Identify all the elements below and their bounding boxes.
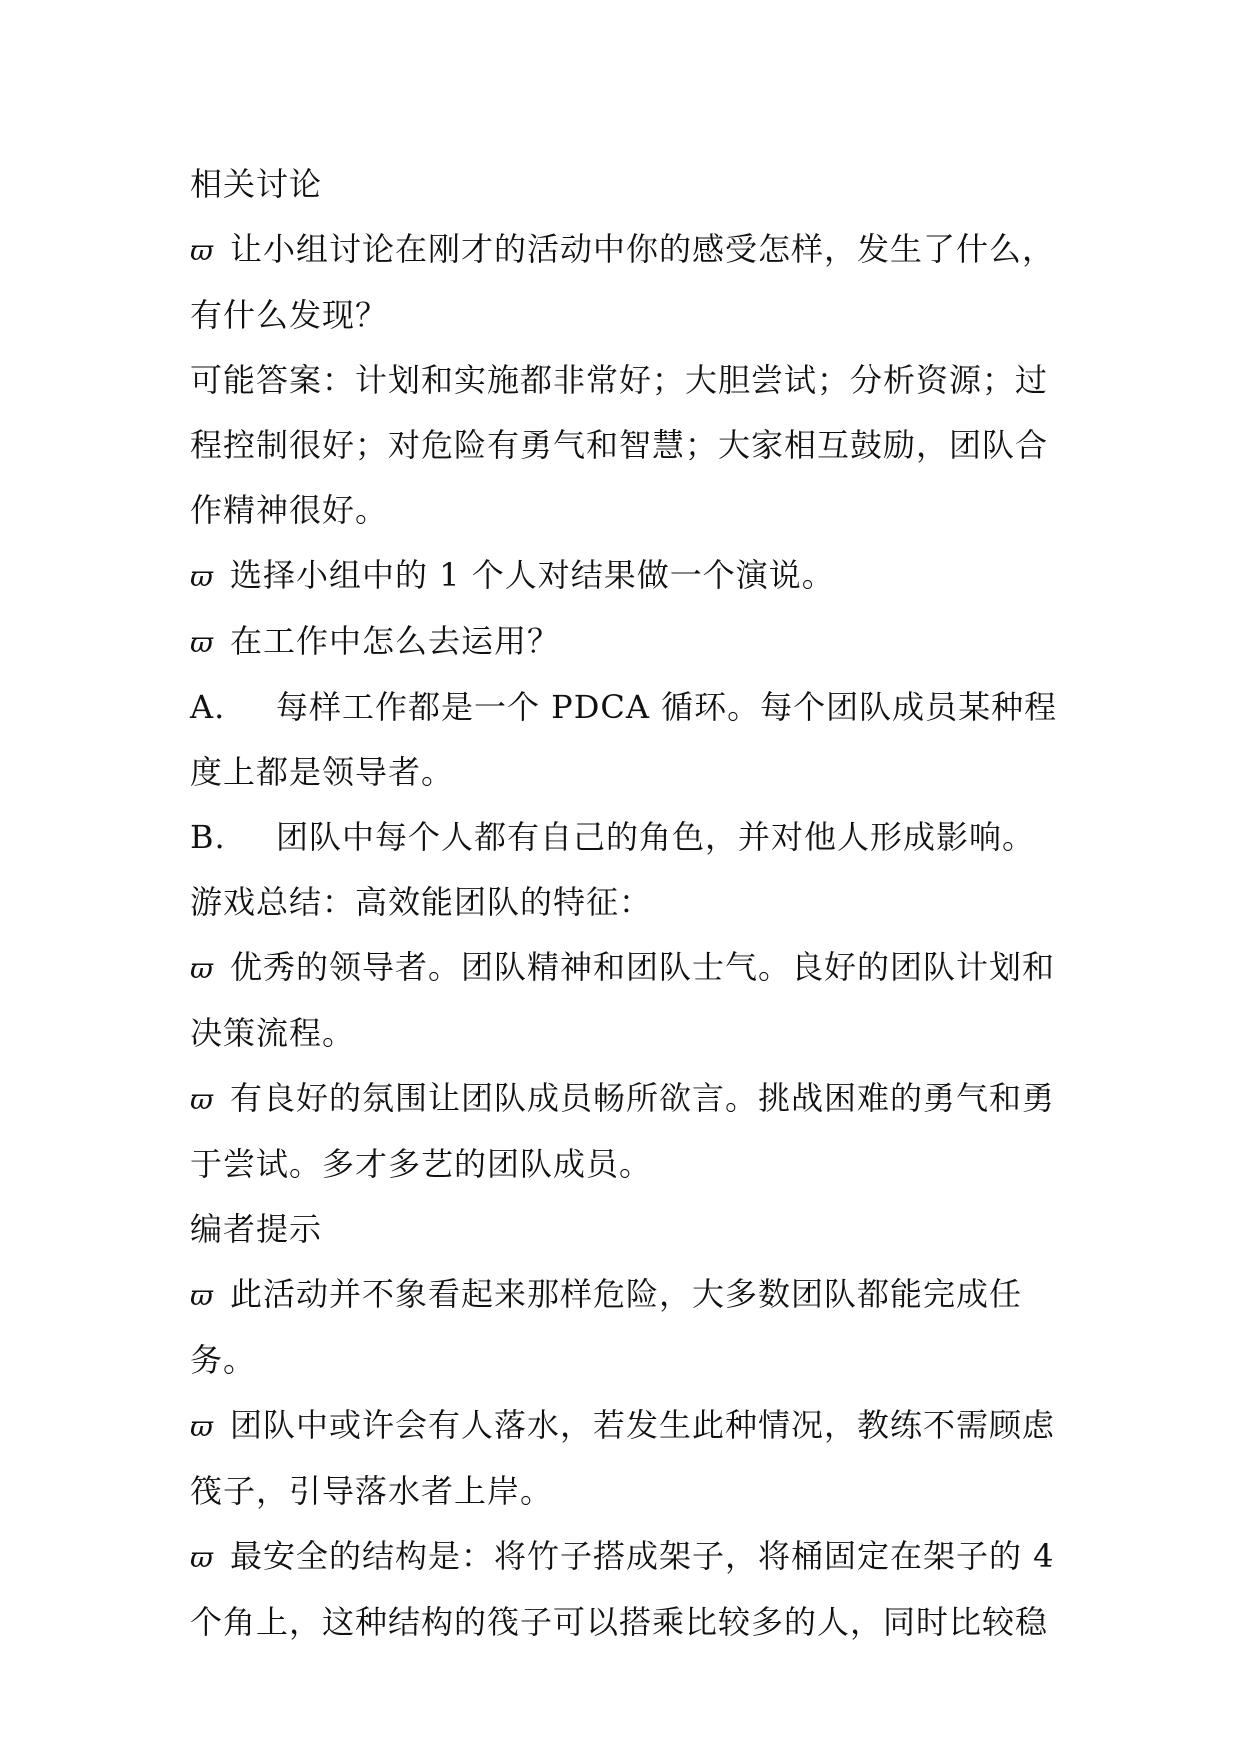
- editor-heading: [190, 1197, 1070, 1262]
- heading-discussion: [190, 152, 1070, 217]
- bullet-structure-line-2: 个角上，这种结构的筏子可以搭乘比较多的人，同时比较稳: [190, 1603, 1049, 1641]
- list-item-a: [190, 675, 1070, 740]
- bullet-icon: ϖ: [190, 560, 214, 593]
- bullet-leader-line-2: 决策流程。: [190, 1014, 356, 1052]
- bullet-icon: ϖ: [190, 952, 214, 985]
- editor-heading-text: 编者提示: [190, 1210, 323, 1248]
- summary-heading: [190, 870, 1070, 935]
- possible-answers: [190, 348, 1070, 413]
- possible-answers-line-2: 程控制很好；对危险有勇气和智慧；大家相互鼓励，团队合: [190, 426, 1049, 464]
- bullet-icon: ϖ: [190, 1083, 214, 1116]
- list-item-a-line-1: 每样工作都是一个 PDCA 循环。每个团队成员某种程: [276, 688, 1058, 726]
- bullet-item-structure-cont: [190, 1590, 1070, 1655]
- bullet-icon: ϖ: [190, 234, 214, 267]
- possible-answers-line-1: 可能答案：计划和实施都非常好；大胆尝试；分析资源；过: [190, 361, 1049, 399]
- heading-discussion-text: 相关讨论: [190, 165, 323, 203]
- possible-answers-cont-1: [190, 413, 1070, 478]
- bullet-apply-text: 在工作中怎么去运用？: [230, 622, 561, 660]
- list-item-a-cont: [190, 740, 1070, 805]
- bullet-item-atmosphere: [190, 1066, 1070, 1132]
- possible-answers-cont-2: [190, 478, 1070, 543]
- list-item-a-line-2: 度上都是领导者。: [190, 753, 455, 791]
- list-item-b: [190, 805, 1070, 870]
- bullet-icon: ϖ: [190, 1279, 214, 1312]
- bullet-item-water: [190, 1393, 1070, 1459]
- list-label-a: A.: [190, 688, 226, 726]
- bullet-item-feelings-cont: [190, 283, 1070, 348]
- bullet-feelings-line-2: 有什么发现？: [190, 296, 389, 334]
- bullet-item-feelings: [190, 217, 1070, 283]
- bullet-icon: ϖ: [190, 626, 214, 659]
- bullet-atmosphere-line-1: 有良好的氛围让团队成员畅所欲言。挑战困难的勇气和勇: [230, 1079, 1056, 1117]
- bullet-water-line-1: 团队中或许会有人落水，若发生此种情况，教练不需顾虑: [230, 1406, 1056, 1444]
- bullet-atmosphere-line-2: 于尝试。多才多艺的团队成员。: [190, 1145, 653, 1183]
- bullet-item-water-cont: [190, 1459, 1070, 1524]
- bullet-speech-text: 选择小组中的 1 个人对结果做一个演说。: [230, 556, 835, 594]
- bullet-item-leader: [190, 935, 1070, 1001]
- bullet-item-danger: [190, 1262, 1070, 1393]
- bullet-water-line-2: 筏子，引导落水者上岸。: [190, 1472, 554, 1510]
- bullet-icon: ϖ: [190, 1410, 214, 1443]
- possible-answers-line-3: 作精神很好。: [190, 491, 389, 529]
- bullet-icon: ϖ: [190, 1541, 214, 1574]
- summary-heading-text: 游戏总结：高效能团队的特征：: [190, 883, 653, 921]
- bullet-item-atmosphere-cont: [190, 1132, 1070, 1197]
- document-body: [190, 152, 1070, 1655]
- bullet-item-structure: [190, 1524, 1070, 1590]
- bullet-feelings-line-1: 让小组讨论在刚才的活动中你的感受怎样，发生了什么，: [230, 230, 1056, 268]
- bullet-danger-text: 此活动并不象看起来那样危险，大多数团队都能完成任务。: [190, 1275, 1023, 1379]
- bullet-leader-line-1: 优秀的领导者。团队精神和团队士气。良好的团队计划和: [230, 948, 1056, 986]
- list-item-b-line-1: 团队中每个人都有自己的角色，并对他人形成影响。: [276, 818, 1036, 856]
- bullet-item-apply: [190, 609, 1070, 675]
- bullet-structure-line-1: 最安全的结构是：将竹子搭成架子，将桶固定在架子的 4: [230, 1537, 1055, 1575]
- bullet-item-speech: [190, 543, 1070, 609]
- bullet-item-leader-cont: [190, 1001, 1070, 1066]
- list-label-b: B.: [190, 818, 226, 856]
